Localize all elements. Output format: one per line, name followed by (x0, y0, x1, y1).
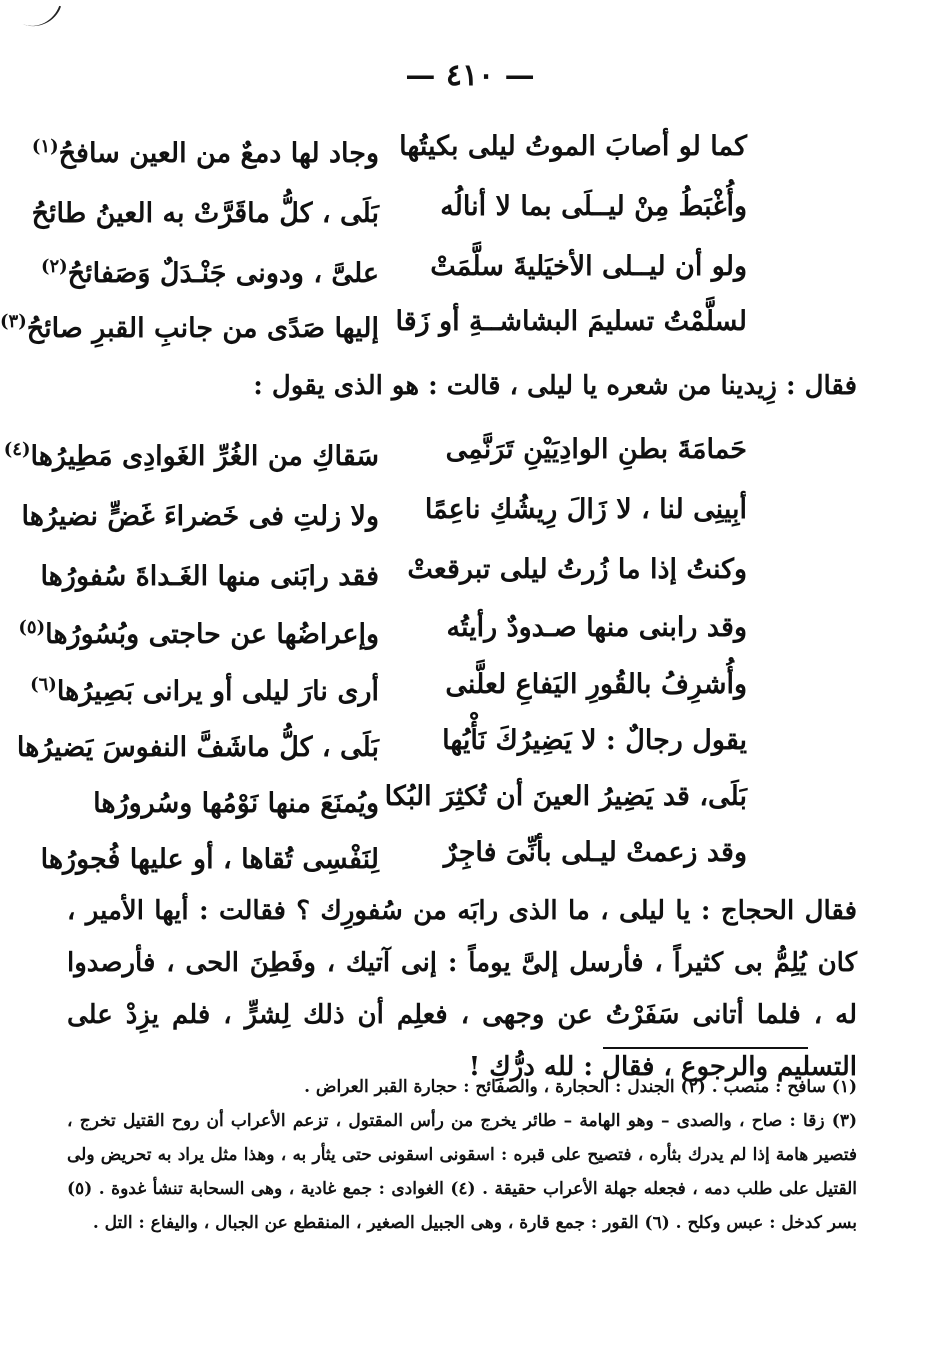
footnote-marker: (٤) (3, 439, 31, 460)
verse-line (21, 485, 747, 535)
page-number: — ٤١٠ — (405, 58, 535, 93)
footnote-marker: (٣) (0, 311, 27, 332)
footnotes (67, 1070, 857, 1240)
intro-line: فقال : زِيدينا من شعره يا ليلى ، قالت : هو الذى يقول : (253, 371, 857, 401)
verse-second-hemistich: سَقاكِ من الغُرِّ الغَوادِى مَطِيرُها$^{(٤)}$ (3, 439, 379, 472)
verse-first-hemistich: وقد زعمتْ ليـلى بأنِّىَ فاجِرٌ (443, 837, 747, 868)
verse-second-hemistich: لِنَفْسِى تُقاها ، أو عليها فُجورُها (40, 844, 379, 875)
verse-first-hemistich: وأُشرِفُ بالقُورِ اليَفاعِ لعلَّنى (445, 669, 747, 700)
verse-first-hemistich: وأُغْبَطُ مِنْ ليــلَى بما لا أنالُه (440, 191, 747, 222)
verse-first-hemistich: وقد رابنى منها صـدودٌ رأيتُه (446, 612, 747, 643)
verse-first-hemistich: وكنتُ إذا ما زُرتُ ليلى تبرقعتْ (407, 554, 747, 585)
footnote-line: (٣) زقا : صاح ، والصدى – وهو الهامة – طائر يخرج من رأس المقتول ، تزعم الأعراب أن روح القتيل تخرج ، فتصير هامة إذا لم يدرك بثأره ، فتصيح على قبره : اسقونى اسقونى حتى يثأر به ، وهذا مثل يراد به تحريض ولى القتيل على طلب دمه ، فجعله جهلة الأعراب حقيقة . (٤) الغوادى : جمع غادية ، وهى السحابة تنشأ غدوة . (٥) بسر كدخل : عبس وكلح . (٦) القور : جمع قارة ، وهى الجبيل الصغير ، المنقطع عن الجبال ، واليفاع : التل . (67, 1111, 857, 1233)
verse-line (31, 182, 747, 232)
verse-line (18, 603, 747, 653)
page-edge-mark (21, 0, 61, 35)
verse-line (16, 716, 747, 766)
verse-first-hemistich: ولو أن ليــلى الأخيَليةَ سلَّمَتْ (430, 251, 747, 282)
verse-second-hemistich: بَلَى ، كلُّ ماقَرَّتْ به العينُ طائحُ (31, 198, 379, 229)
verse-first-hemistich: يقول رجالٌ : لا يَضِيرُكَ نَأْيُها (442, 725, 747, 756)
verse-first-hemistich: بَلَى، قد يَضِيرُ العينَ أن تُكثِرَ البُكا (384, 781, 747, 812)
footnote-marker: (٥) (18, 617, 46, 638)
verse-second-hemistich: إليها صَدًى من جانبِ القبرِ صائحُ$^{(٣)}$ (0, 311, 379, 344)
verse-first-hemistich: أبِينِى لنا ، لا زَالَ رِيشُكِ ناعِمًا (424, 494, 747, 525)
verse-first-hemistich: لسلَّمْتُ تسليمَ البشاشــةِ أو زَقا (395, 306, 747, 337)
verse-second-hemistich: فقد رابَنى منها الغَـداةَ سُفورُها (40, 561, 379, 592)
verse-second-hemistich: أرى نارَ ليلى أو يرانى بَصِيرُها$^{(٦)}$ (30, 674, 379, 707)
verse-first-hemistich: كما لو أصابَ الموتُ ليلى بكيتُها (399, 131, 747, 162)
verse-line (31, 122, 747, 172)
verse-second-hemistich: ولا زلتِ فى خَضراءَ غَضٍّ نضيرُها (21, 501, 379, 532)
footnote-marker: (٢) (40, 256, 68, 277)
closing-paragraph: فقال الحجاج : يا ليلى ، ما الذى رابَه من سُفورِك ؟ فقالت : أيها الأمير ، كان يُلِمُّ بى كثيراً ، فأرسل إلىَّ يوماً : إنى آتيك ، وفَطِنَ الحى ، فأرصدوا له ، فلما أتانى سَفَرْتُ عن وجهى ، فعلِم أن ذلك لِشرٍّ ، فلم يزِدْ على التسليم والرجوع ، فقال : لله درُّكِ ! (67, 896, 857, 1082)
verse-line (39, 545, 747, 595)
verse-first-hemistich: حَمامَةَ بطنِ الوادِيَيْنِ تَرَنَّمِى (445, 434, 747, 465)
footnote-separator (603, 1047, 808, 1049)
verse-line (0, 297, 747, 347)
verse-line (39, 828, 747, 878)
verse-second-hemistich: وجاد لها دمعٌ من العين سافحُ$^{(١)}$ (31, 136, 379, 169)
verse-second-hemistich: ويُمنَعَ منها نَوْمُها وسُرورُها (93, 788, 379, 819)
footnote-marker: (٦) (30, 674, 57, 695)
footnote-marker: (١) (31, 136, 59, 157)
verse-line (30, 660, 747, 710)
footnote-line: (١) سافح : منصب . (٢) الجندل : الحجارة ، والصفائح : حجارة القبر العراض . (304, 1077, 857, 1097)
verse-line (39, 242, 747, 292)
verse-second-hemistich: علىَّ ، ودونى جَنْـدَلٌ وَصَفائحُ$^{(٢)}$ (40, 256, 379, 289)
verse-second-hemistich: بَلَى ، كلُّ ماشَفَّ النفوسَ يَضيرُها (16, 732, 379, 763)
verse-line (3, 425, 747, 475)
verse-second-hemistich: وإعراضُها عن حاجتى وبُسُورُها$^{(٥)}$ (18, 617, 379, 650)
verse-line (39, 772, 747, 822)
